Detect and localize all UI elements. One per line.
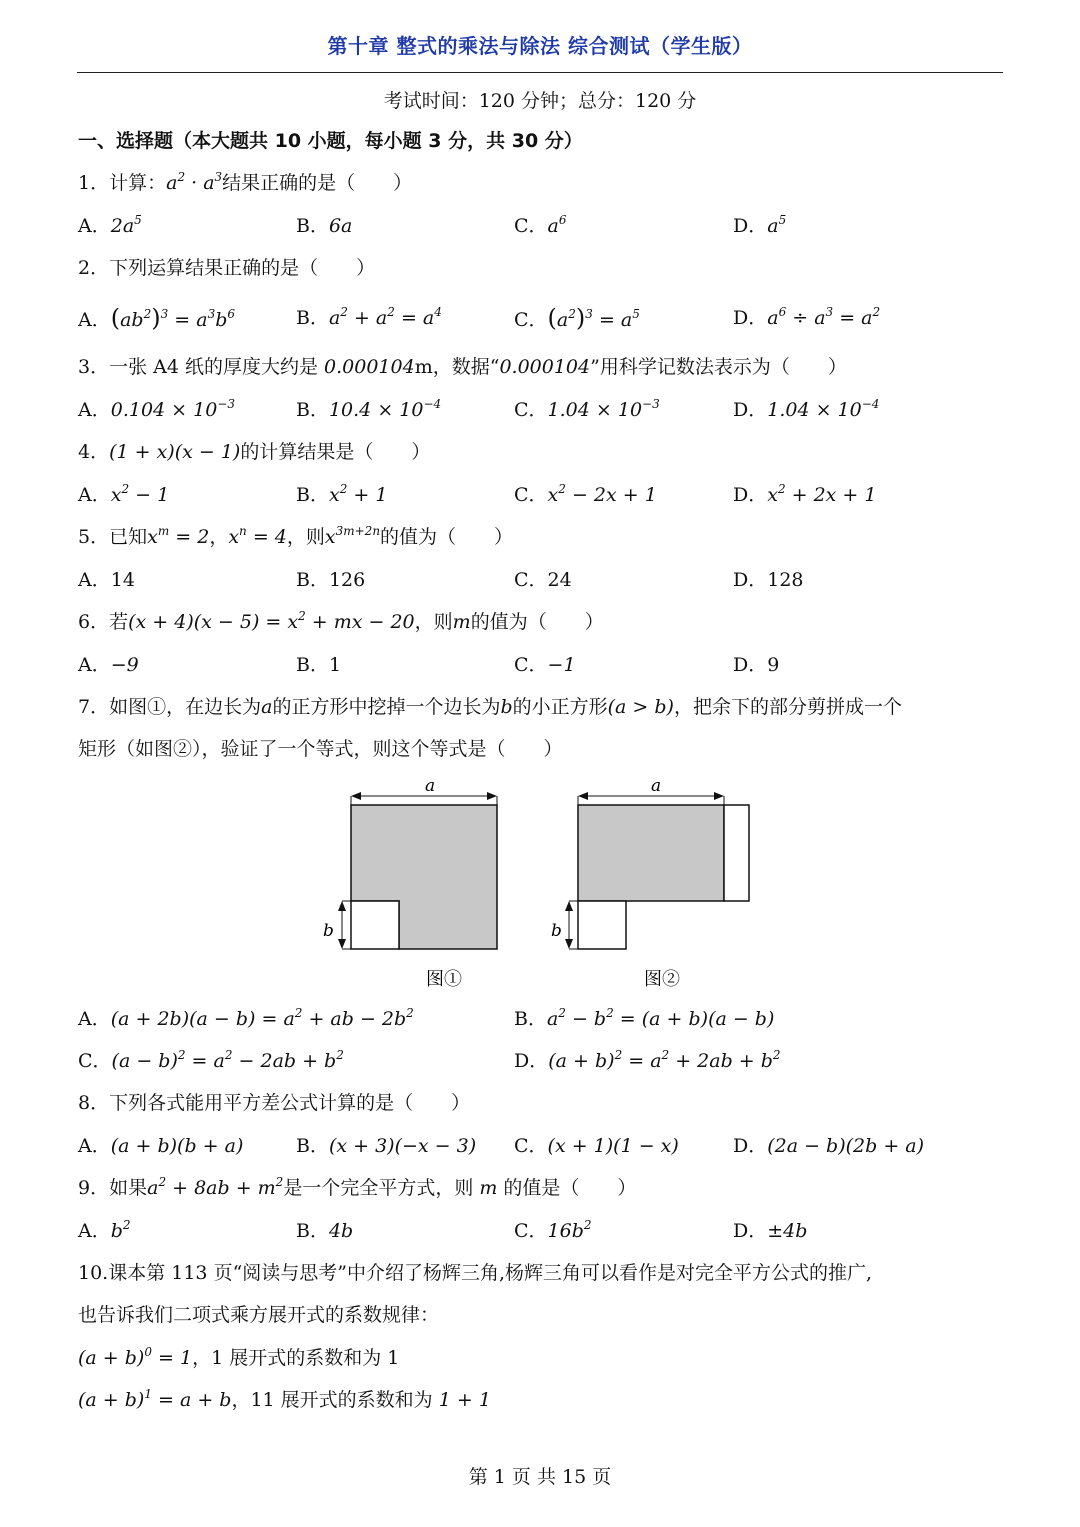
q8-option-c[interactable]: C．(x + 1)(1 − x) bbox=[514, 1135, 679, 1157]
q2-option-c[interactable]: C．$(a^2)^3 = a^5$ bbox=[514, 304, 640, 332]
q5-option-a[interactable]: A．14 bbox=[78, 569, 135, 591]
q6-option-a[interactable]: A．−9 bbox=[78, 654, 139, 676]
q1-option-d[interactable]: D．$a^5$ bbox=[733, 213, 787, 237]
q5-option-b[interactable]: B．126 bbox=[296, 569, 366, 591]
question-4: 4．(1 + x)(x − 1)的计算结果是（ ） bbox=[78, 441, 431, 463]
question-7-line-2: 矩形（如图②），验证了一个等式，则这个等式是（ ） bbox=[78, 738, 563, 760]
question-8: 8．下列各式能用平方差公式计算的是（ ） bbox=[78, 1092, 471, 1114]
q9-option-b[interactable]: B．4b bbox=[296, 1220, 354, 1242]
fig2-label-b: b bbox=[551, 921, 562, 941]
q5-option-d[interactable]: D．128 bbox=[733, 569, 804, 591]
document-title: 第十章 整式的乘法与除法 综合测试（学生版） bbox=[327, 34, 753, 58]
q2-option-d[interactable]: D．$a^6 \div a^3 = a^2$ bbox=[733, 305, 881, 329]
q3-option-b[interactable]: B．$10.4 \times 10^{-4}$ bbox=[296, 397, 442, 421]
q7-option-d[interactable]: D．$(a + b)^2 = a^2 + 2ab + b^2$ bbox=[514, 1048, 781, 1072]
q1-option-b[interactable]: B．6a bbox=[296, 215, 353, 237]
q8-option-a[interactable]: A．(a + b)(b + a) bbox=[78, 1135, 244, 1157]
fig2-caption: 图② bbox=[644, 969, 680, 990]
fig1-label-a: a bbox=[425, 776, 436, 796]
q6-option-d[interactable]: D．9 bbox=[733, 654, 780, 676]
fig2-arrow-right bbox=[714, 792, 724, 800]
figure-2 bbox=[551, 776, 749, 949]
question-10: 10.课本第 113 页“阅读与思考”中介绍了杨辉三角,杨辉三角可以看作是对完全平方公式的推广, bbox=[78, 1262, 873, 1284]
q2-option-b[interactable]: B．$a^2 + a^2 = a^4$ bbox=[296, 305, 442, 329]
fig2-arrow-left bbox=[578, 792, 588, 800]
q7-option-c[interactable]: C．$(a - b)^2 = a^2 - 2ab + b^2$ bbox=[78, 1048, 344, 1072]
q8-option-d[interactable]: D．(2a − b)(2b + a) bbox=[733, 1135, 925, 1157]
exam-info: 考试时间：120 分钟；总分：120 分 bbox=[383, 90, 697, 112]
q4-option-b[interactable]: B．$x^2 + 1$ bbox=[296, 482, 388, 506]
q9-option-c[interactable]: C．$16b^2$ bbox=[514, 1218, 592, 1242]
q9-option-d[interactable]: D．±4b bbox=[733, 1220, 808, 1242]
q2-option-a[interactable]: A．$(ab^2)^3 = a^3b^6$ bbox=[78, 304, 236, 332]
q3-option-c[interactable]: C．$1.04 \times 10^{-3}$ bbox=[514, 397, 660, 421]
question-7: 7．如图①，在边长为a的正方形中挖掉一个边长为b的小正方形(a > b)，把余下的部分剪拼成一个 bbox=[78, 696, 902, 718]
question-1: 1．计算：$a^2 \cdot a^3$结果正确的是（ ） bbox=[78, 170, 413, 194]
section-heading: 一、选择题（本大题共 10 小题，每小题 3 分，共 30 分） bbox=[78, 130, 583, 152]
q7-figure bbox=[318, 772, 768, 1002]
q4-option-d[interactable]: D．$x^2 + 2x + 1$ bbox=[733, 482, 877, 506]
question-6: 6．若$(x + 4)(x - 5) = x^2$ + mx − 20，则m的值为（ ） bbox=[78, 609, 604, 633]
header-divider bbox=[77, 72, 1003, 73]
fig1-arrow-left bbox=[351, 792, 361, 800]
question-9: 9．如果$a^2 + 8ab + m^2$是一个完全平方式，则 m 的值是（ ） bbox=[78, 1175, 637, 1199]
fig2-arrow-up bbox=[565, 901, 573, 911]
fig2-label-a: a bbox=[651, 776, 662, 796]
page-footer: 第 1 页 共 15 页 bbox=[468, 1466, 612, 1488]
q5-option-c[interactable]: C．24 bbox=[514, 569, 572, 591]
q7-option-a[interactable]: A．$(a + 2b)(a - b) = a^2$ + ab − $2b^2$ bbox=[78, 1006, 414, 1030]
fig2-small-square bbox=[578, 901, 626, 949]
q3-option-a[interactable]: A．$0.104 \times 10^{-3}$ bbox=[78, 397, 236, 421]
fig1-cut-square bbox=[351, 901, 399, 949]
question-5: 5．已知$x^m = 2$，$x^n = 4$，则$x^{3m+2n}$的值为（ ） bbox=[78, 524, 514, 548]
q4-option-a[interactable]: A．$x^2 - 1$ bbox=[78, 482, 170, 506]
fig1-arrow-down bbox=[338, 939, 346, 949]
question-2: 2．下列运算结果正确的是（ ） bbox=[78, 257, 376, 279]
q9-option-a[interactable]: A．$b^2$ bbox=[78, 1218, 131, 1242]
q1-option-a[interactable]: A．$2a^5$ bbox=[78, 213, 142, 237]
q6-option-b[interactable]: B．1 bbox=[296, 654, 342, 676]
q3-option-d[interactable]: D．$1.04 \times 10^{-4}$ bbox=[733, 397, 880, 421]
q1-option-c[interactable]: C．$a^6$ bbox=[514, 213, 567, 237]
fig2-arrow-down bbox=[565, 939, 573, 949]
q4-option-c[interactable]: C．$x^2 - 2x + 1$ bbox=[514, 482, 657, 506]
q7-option-b[interactable]: B．$a^2 - b^2 = (a + b)(a - b)$ bbox=[514, 1006, 775, 1030]
fig1-arrow-up bbox=[338, 901, 346, 911]
question-3: 3．一张 A4 纸的厚度大约是 0.000104m，数据“0.000104”用科学记数法表示为（ ） bbox=[78, 356, 847, 378]
fig2-shaded-rect bbox=[578, 805, 724, 901]
fig2-extra-strip bbox=[724, 805, 749, 901]
q6-option-c[interactable]: C．−1 bbox=[514, 654, 576, 676]
question-10-line-2: 也告诉我们二项式乘方展开式的系数规律： bbox=[78, 1304, 440, 1326]
q8-option-b[interactable]: B．(x + 3)(−x − 3) bbox=[296, 1135, 477, 1157]
q10-row-1: $(a + b)^1 = a + b$，11 展开式的系数和为 1 + 1 bbox=[78, 1387, 491, 1411]
fig1-label-b: b bbox=[323, 921, 334, 941]
fig1-arrow-right bbox=[487, 792, 497, 800]
fig1-caption: 图① bbox=[426, 969, 462, 990]
q10-row-0: $(a + b)^0 = 1$，1 展开式的系数和为 1 bbox=[78, 1345, 400, 1369]
figure-1 bbox=[323, 776, 497, 949]
